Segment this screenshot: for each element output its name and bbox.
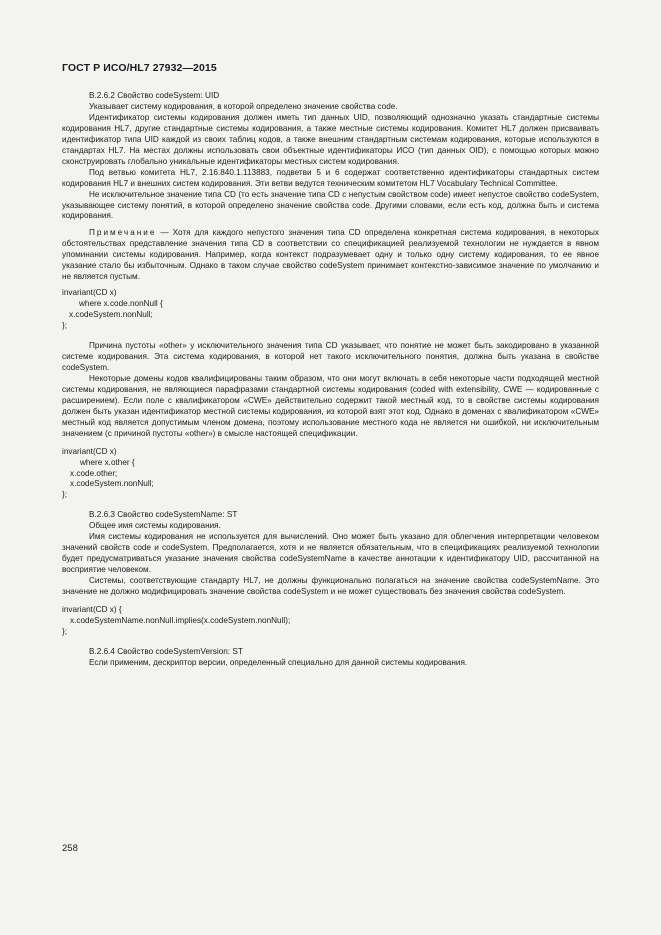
code-line: x.codeSystemName.nonNull.implies(x.codeSystem.nonNull);: [70, 615, 291, 625]
code-line: };: [62, 321, 68, 331]
section-heading-b262: B.2.6.2 Свойство codeSystem: UID: [89, 91, 220, 100]
code-line: where x.code.nonNull {: [79, 299, 163, 309]
section-heading-b263: B.2.6.3 Свойство codeSystemName: ST: [89, 510, 238, 520]
code-line: };: [62, 490, 68, 500]
code-block-2: [62, 447, 599, 502]
paragraph: Имя системы кодирования не используется для вычислений. Оно может быть указано для облегчения интерпретации человеком значений свойств code и codeSystem. Предполагается, хотя и не является обязательным, что в спецификациях реализуемой технологии будет предусматриваться указание значения свойства codeSystemName в качестве аннотации к идентификатору UID, рассчитанной на восприятие человеком.: [62, 532, 599, 575]
code-line: where x.other {: [80, 457, 135, 467]
standard-header: ГОСТ Р ИСО/HL7 27932—2015: [62, 62, 217, 74]
page-number: 258: [62, 843, 78, 854]
code-line: x.code.other;: [70, 468, 118, 478]
code-block-1: [62, 288, 599, 332]
paragraph: Системы, соответствующие стандарту HL7, не должны функционально полагаться на значение свойства codeSystemName. Это значение не должно модифицировать значение свойства codeSystem и не может существовать без значения свойства codeSystem.: [62, 576, 599, 597]
paragraph: Не исключительное значение типа CD (то есть значение типа CD с непустым свойством code) имеет непустое свойство codeSystem, указывающее систему понятий, в которой определено значение свойства code. Другими словами, если есть код, должна быть и система кодирования.: [62, 189, 599, 221]
code-line: x.codeSystem.nonNull;: [69, 310, 153, 320]
paragraph: Некоторые домены кодов квалифицированы таким образом, что они могут включать в себя некоторые части подходящей местной системы кодирования, не являющиеся парафразами стандартной системы кодирования (coded with extensibility, CWE — кодированные с расширением). Если поле с квалификатором «CWE» действительно содержит такой местный код, то в свойстве системы кодирования должен быть указан идентификатор местной системы кодирования, из которой взят этот код. Однако в доменах с квалификатором «CWE» местный код является допустимым членом домена, поэтому использование местного кода не является ни ошибкой, ни исключительным значением (с причиной пустоты «other») в смысле настоящей спецификации.: [62, 373, 599, 438]
code-block-3: [62, 605, 599, 638]
code-line: invariant(CD x): [62, 446, 117, 456]
section-definition-b263: Общее имя системы кодирования.: [89, 521, 221, 531]
code-line: x.codeSystem.nonNull;: [70, 479, 154, 489]
code-line: invariant(CD x): [62, 288, 117, 298]
page-content: [62, 91, 599, 669]
paragraph: Причина пустоты «other» у исключительного значения типа CD указывает, что понятие не может быть закодировано в указанной системе кодирования. Эта система кодирования, в которой нет такого исключительного понятия, должна быть указана в свойстве codeSystem.: [62, 341, 599, 372]
section-heading-b264: B.2.6.4 Свойство codeSystemVersion: ST: [89, 646, 243, 656]
paragraph: Под ветвью комитета HL7, 2.16.840.1.113883, подветви 5 и 6 содержат соответственно идентификаторы стандартных систем кодирования HL7 и внешних систем кодирования. Эти ветви ведутся техническим комитетом HL7 Vocabulary Technical Committee.: [62, 167, 599, 188]
note-label: Примечание: [89, 228, 157, 238]
paragraph: Идентификатор системы кодирования должен иметь тип данных UID, позволяющий однозначно указать стандартные системы кодирования HL7, другие стандартные системы кодирования, а также местные системы кодирования. Комитет HL7 должен присваивать идентификатор типа UID каждой из своих таблиц кодов, а также внешним стандартным системам кодирования, которые используются в стандартах HL7. На местах должны использовать свои объектные идентификаторы ИСО (тип данных OID), с помощью которых можно сконструировать глобально уникальные идентификаторы местных систем кодирования.: [62, 112, 599, 166]
section-definition-b262: Указывает систему кодирования, в которой определено значение свойства code.: [89, 101, 398, 111]
code-line: };: [62, 626, 68, 636]
note-text: — Хотя для каждого непустого значения типа CD определена конкретная система кодирования, в некоторых обстоятельствах представление значения типа CD в соответствии со спецификацией реализуемой технологии не нуждается в явном упоминании системы кодирования. Например, когда контекст подразумевает одну и только одну систему кодирования, то ее явное указание стало бы избыточным. Однако в таком случае свойство codeSystem принимает контекстно-зависимое значение по умолчанию и не является пустым.: [62, 228, 599, 282]
code-line: invariant(CD x) {: [62, 604, 122, 614]
section-definition-b264: Если применим, дескриптор версии, определенный специально для данной системы кодирования.: [89, 657, 468, 667]
note-paragraph: [62, 228, 599, 283]
